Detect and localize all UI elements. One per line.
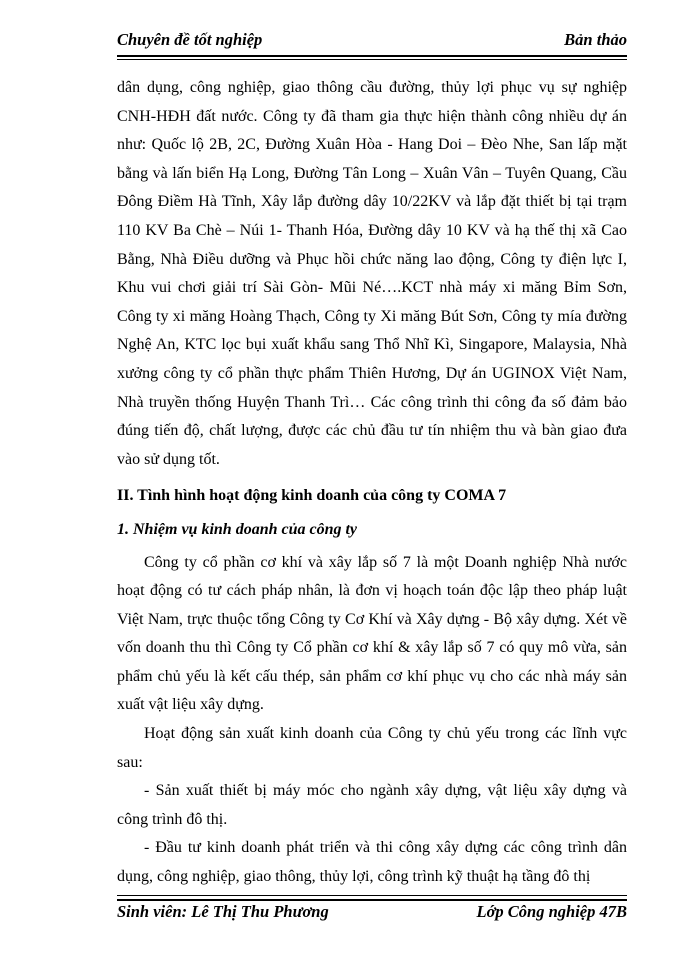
intro-paragraph: dân dụng, công nghiệp, giao thông cầu đường, thủy lợi phục vụ sự nghiệp CNH-HĐH đất nước. Công ty đã tham gia thực hiện thành công nhiều dự án như: Quốc lộ 2B, 2C, Đường Xuân Hòa - Hang Doi – Đèo Nhe, San lấp mặt bằng và lấn biển Hạ Long, Đường Tân Long – Xuân Vân – Tuyên Quang, Cầu Đông Điềm Hà Tĩnh, Xây lắp đường dây 10/22KV và lắp đặt thiết bị tại trạm 110 KV Ba Chè – Núi 1- Thanh Hóa, Đường dây 10 KV và hạ thế thị xã Cao Bằng, Nhà Điều dưỡng và Phục hồi chức năng lao động, Công ty điện lực I, Khu vui chơi giải trí Sài Gòn- Mũi Né….KCT nhà máy xi măng Bỉm Sơn, Công ty xi măng Hoàng Thạch, Công ty Xi măng Bút Sơn, Công ty mía đường Nghệ An, KTC lọc bụi xuất khẩu sang Thổ Nhĩ Kì, Singapore, Malaysia, Nhà xưởng công ty cổ phần thực phẩm Thiên Hương, Dự án UGINOX Việt Nam, Nhà truyền thống Huyện Thanh Trì… Các công trình thi công đa số đảm bảo đúng tiến độ, chất lượng, được các chủ đầu tư tín nhiệm thu và bàn giao đưa vào sử dụng tốt. bbox=[117, 79, 627, 468]
bullet-item: - Đầu tư kinh doanh phát triển và thi công xây dựng các công trình dân dụng, công nghiệp, giao thông, thủy lợi, công trình kỹ thuật hạ tầng đô thị bbox=[117, 839, 627, 886]
header-draft-label: Bản thảo bbox=[564, 30, 627, 49]
footer-rule bbox=[117, 899, 627, 901]
section-heading: II. Tình hình hoạt động kinh doanh của công ty COMA 7 bbox=[117, 487, 507, 505]
header-rule bbox=[117, 55, 627, 57]
footer-student-name: Sinh viên: Lê Thị Thu Phương bbox=[117, 902, 329, 921]
subsection-heading: 1. Nhiệm vụ kinh doanh của công ty bbox=[117, 520, 358, 538]
header-rule-thin bbox=[117, 59, 627, 60]
page-header bbox=[117, 30, 627, 50]
document-body bbox=[117, 74, 627, 892]
paragraph: Hoạt động sản xuất kinh doanh của Công ty chủ yếu trong các lĩnh vực sau: bbox=[117, 725, 627, 771]
page-footer bbox=[117, 902, 627, 922]
bullet-item: - Sản xuất thiết bị máy móc cho ngành xây dựng, vật liệu xây dựng và công trình đô thị. bbox=[117, 782, 627, 828]
footer-rule-thin bbox=[117, 895, 627, 896]
header-title: Chuyên đề tốt nghiệp bbox=[117, 30, 263, 49]
footer-class-label: Lớp Công nghiệp 47B bbox=[476, 902, 627, 921]
paragraph: Công ty cổ phần cơ khí và xây lắp số 7 là một Doanh nghiệp Nhà nước hoạt động có tư cách pháp nhân, là đơn vị hoạch toán độc lập theo pháp luật Việt Nam, trực thuộc tổng Công ty Cơ Khí và Xây dựng - Bộ xây dựng. Xét về vốn doanh thu thì Công ty Cổ phần cơ khí & xây lắp số 7 có quy mô vừa, sản phẩm chủ yếu là kết cấu thép, sản phẩm cơ khí phục vụ cho các nhà máy sản xuất vật liệu xây dựng. bbox=[117, 553, 627, 714]
